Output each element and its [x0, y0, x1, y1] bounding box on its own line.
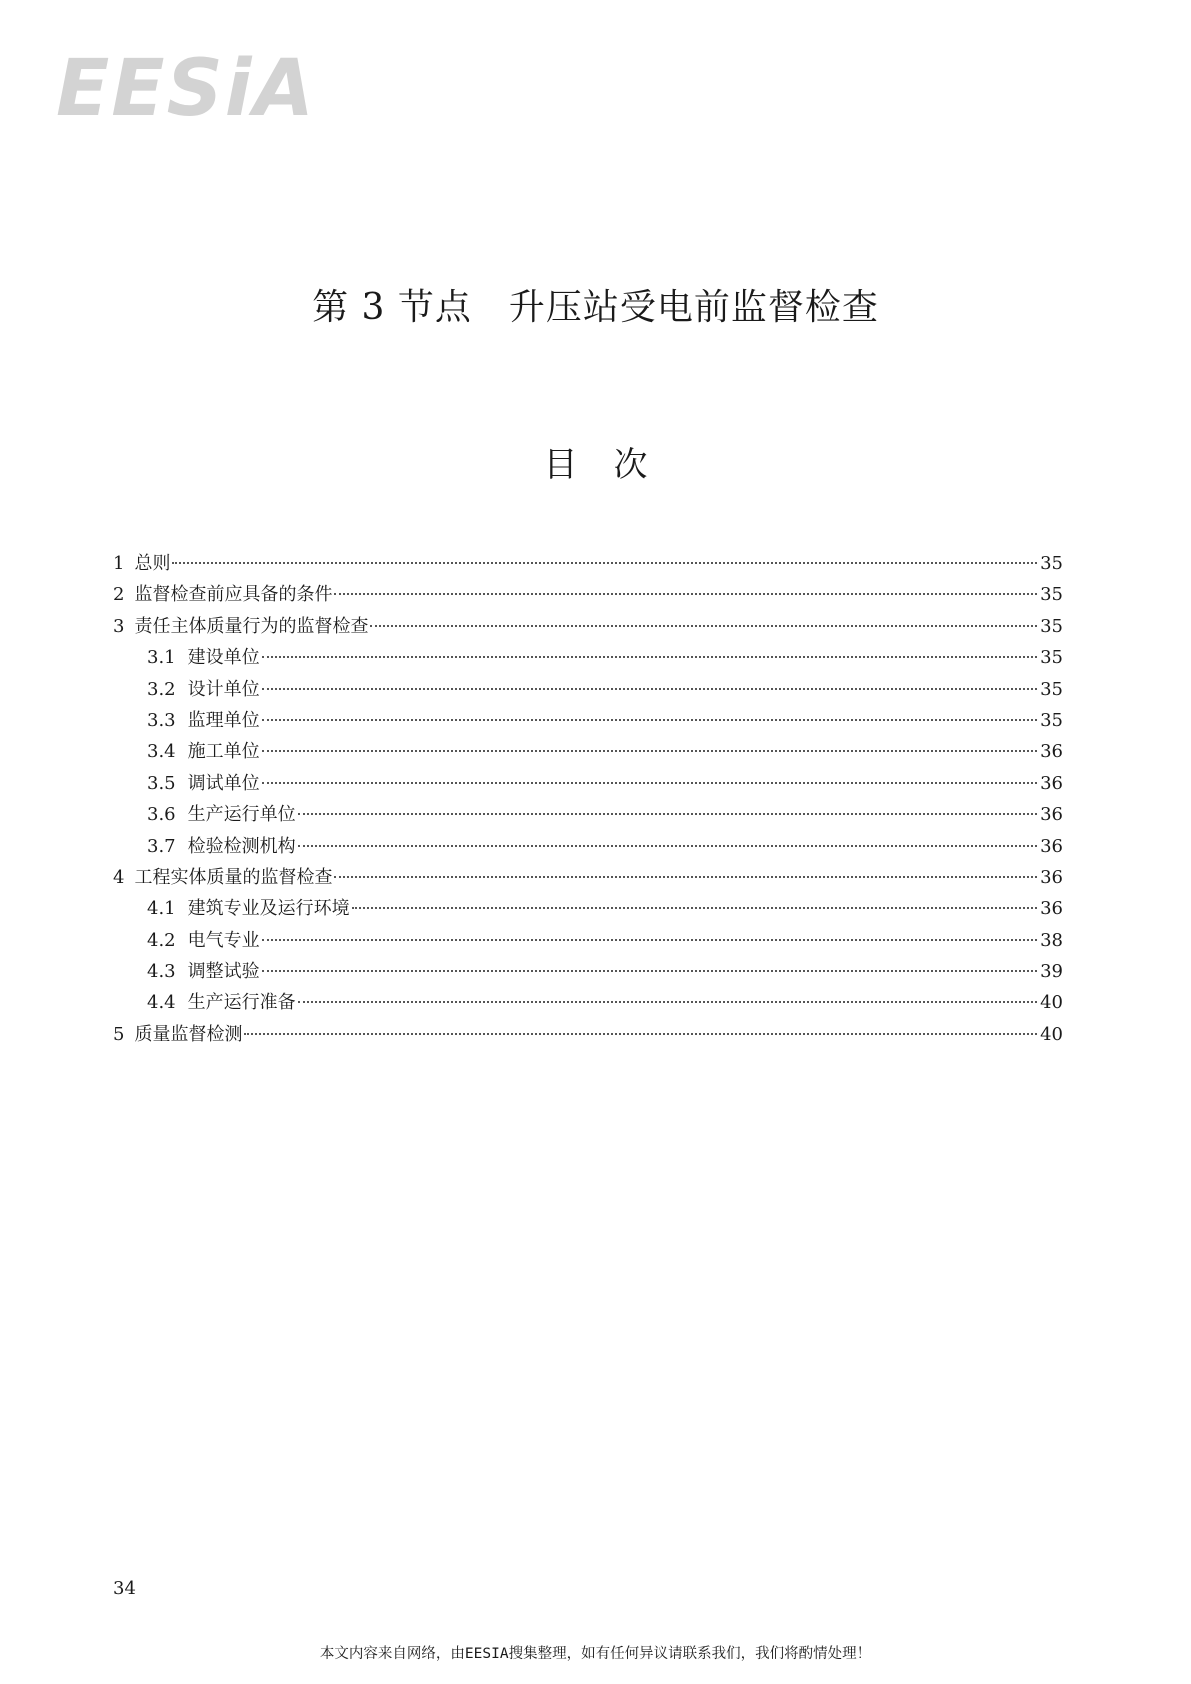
- toc-entry[interactable]: [113, 548, 1063, 579]
- toc-entry-page: 35: [1040, 709, 1063, 731]
- toc-entry[interactable]: [113, 736, 1063, 767]
- toc-dot-leader: [298, 813, 1037, 815]
- toc-dot-leader: [262, 939, 1037, 941]
- toc-entry-title: 电气专业: [187, 929, 260, 951]
- toc-entry-page: 35: [1040, 615, 1063, 637]
- toc-entry-page: 40: [1040, 992, 1063, 1014]
- toc-entry[interactable]: [113, 862, 1063, 893]
- toc-entry-title: 监督检查前应具备的条件: [134, 584, 333, 606]
- toc-entry-number: 3.4: [147, 741, 176, 763]
- toc-entry-title: 施工单位: [187, 741, 260, 763]
- toc-entry-number: 3.6: [147, 804, 176, 826]
- toc-entry[interactable]: [113, 1019, 1063, 1050]
- toc-entry-title: 监理单位: [187, 709, 260, 731]
- toc-entry-page: 36: [1040, 804, 1063, 826]
- toc-entry-title: 责任主体质量行为的监督检查: [134, 615, 369, 637]
- toc-dot-leader: [244, 1033, 1037, 1035]
- toc-entry[interactable]: [113, 768, 1063, 799]
- toc-dot-leader: [298, 845, 1037, 847]
- footer-note: 本文内容来自网络，由EESIA搜集整理，如有任何异议请联系我们，我们将酌情处理！: [319, 1646, 872, 1662]
- toc-entry[interactable]: [113, 579, 1063, 610]
- toc-entry-title: 设计单位: [187, 678, 260, 700]
- toc-dot-leader: [352, 907, 1037, 909]
- toc-entry-number: 4: [113, 866, 125, 888]
- eesia-logo: EESiA: [56, 44, 316, 134]
- toc-entry-title: 生产运行单位: [187, 804, 296, 826]
- toc-dot-leader: [334, 876, 1037, 878]
- toc-entry-page: 36: [1040, 772, 1063, 794]
- toc-entry-number: 3: [113, 615, 125, 637]
- toc-entry[interactable]: [113, 674, 1063, 705]
- toc-entry-page: 40: [1040, 1023, 1063, 1045]
- toc-entry[interactable]: [113, 642, 1063, 673]
- toc-entry-page: 36: [1040, 835, 1063, 857]
- toc-entry[interactable]: [113, 705, 1063, 736]
- toc-entry-title: 质量监督检测: [134, 1023, 243, 1045]
- toc-entry-number: 4.1: [147, 898, 176, 920]
- toc-entry-number: 4.2: [147, 929, 176, 951]
- toc-dot-leader: [298, 1001, 1037, 1003]
- toc-entry-page: 36: [1040, 866, 1063, 888]
- toc-heading: 目次: [543, 445, 684, 485]
- table-of-contents: [113, 548, 1063, 1050]
- toc-dot-leader: [172, 562, 1037, 564]
- section-title: 第 3 节点 升压站受电前监督检查: [312, 287, 879, 328]
- toc-entry-page: 36: [1040, 898, 1063, 920]
- toc-entry-title: 调试单位: [187, 772, 260, 794]
- toc-entry[interactable]: [113, 611, 1063, 642]
- toc-entry-number: 3.5: [147, 772, 176, 794]
- toc-entry-page: 35: [1040, 553, 1063, 574]
- toc-dot-leader: [262, 750, 1037, 752]
- toc-dot-leader: [262, 970, 1037, 972]
- toc-entry-page: 35: [1040, 647, 1063, 669]
- toc-entry-page: 35: [1040, 678, 1063, 700]
- toc-entry-number: 1: [113, 553, 125, 574]
- toc-entry-title: 检验检测机构: [187, 835, 296, 857]
- toc-entry[interactable]: [113, 799, 1063, 830]
- toc-entry-number: 3.3: [147, 709, 176, 731]
- toc-entry-title: 调整试验: [187, 961, 260, 983]
- toc-entry-number: 3.1: [147, 647, 176, 669]
- toc-entry-title: 建筑专业及运行环境: [187, 898, 350, 920]
- toc-entry[interactable]: [113, 956, 1063, 987]
- toc-entry-number: 4.3: [147, 961, 176, 983]
- toc-entry[interactable]: [113, 925, 1063, 956]
- toc-dot-leader: [262, 782, 1037, 784]
- toc-entry-title: 建设单位: [187, 647, 260, 669]
- toc-entry-title: 总则: [134, 553, 171, 574]
- page-number: 34: [113, 1578, 136, 1599]
- toc-entry-title: 工程实体质量的监督检查: [134, 866, 333, 888]
- toc-dot-leader: [262, 719, 1037, 721]
- toc-entry[interactable]: [113, 893, 1063, 924]
- toc-entry-page: 36: [1040, 741, 1063, 763]
- toc-entry-page: 39: [1040, 961, 1063, 983]
- toc-entry-title: 生产运行准备: [187, 992, 296, 1014]
- toc-entry-number: 2: [113, 584, 125, 606]
- toc-dot-leader: [262, 688, 1037, 690]
- toc-entry-page: 35: [1040, 584, 1063, 606]
- toc-entry[interactable]: [113, 831, 1063, 862]
- toc-dot-leader: [334, 593, 1037, 595]
- toc-entry-number: 4.4: [147, 992, 176, 1014]
- toc-entry-number: 3.7: [147, 835, 176, 857]
- toc-entry[interactable]: [113, 987, 1063, 1018]
- toc-entry-number: 3.2: [147, 678, 176, 700]
- toc-dot-leader: [262, 656, 1037, 658]
- toc-entry-number: 5: [113, 1023, 125, 1045]
- toc-dot-leader: [370, 625, 1037, 627]
- toc-entry-page: 38: [1040, 929, 1063, 951]
